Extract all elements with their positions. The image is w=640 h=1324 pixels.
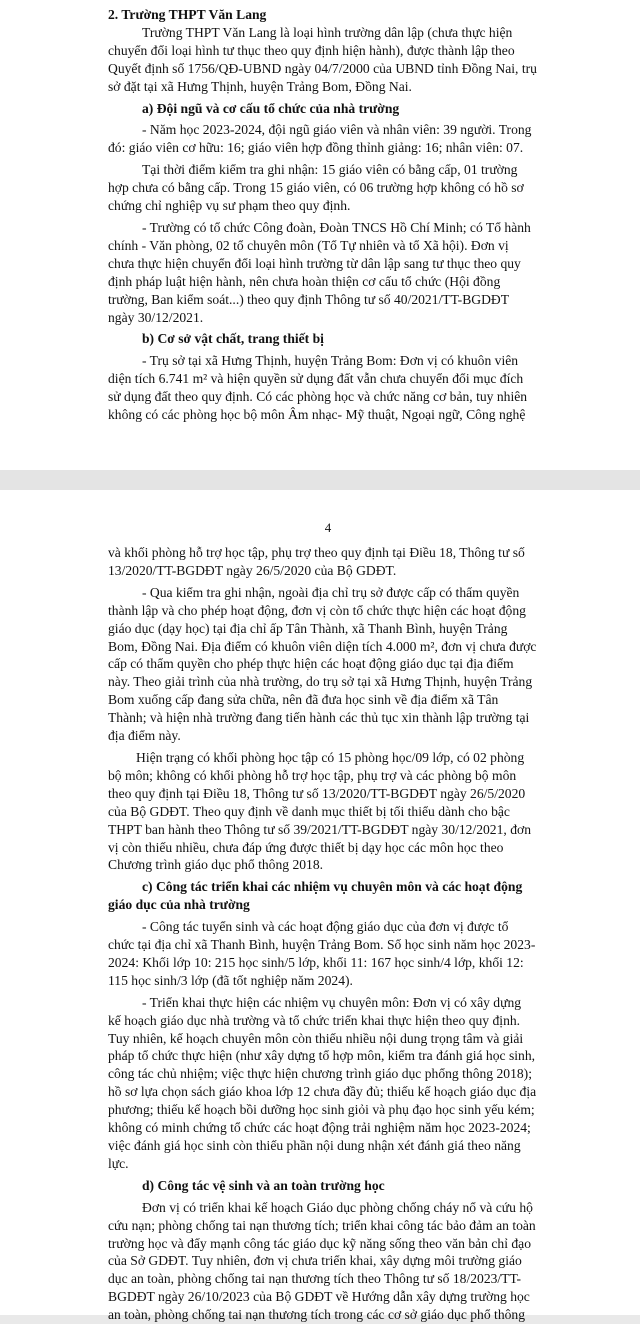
text-line: của Bộ GDĐT. Theo quy định về danh mục thiết bị tối thiểu dành cho bậc [108,803,510,819]
text-line: chính - Văn phòng, 02 tổ chuyên môn (Tổ Tự nhiên và tổ Xã hội). Đơn vị [108,237,509,253]
text-line: hợp chưa có bằng cấp. Trong 15 giáo viên, có 06 trường hợp không có hồ sơ [108,180,524,196]
subsection-heading: giáo dục của nhà trường [108,897,250,913]
text-line: Thành; và hiện nhà trường đang tiến hành các thủ tục xin thành lập trường tại [108,710,530,726]
text-line: chức tại địa chỉ xã Thanh Bình, huyện Trảng Bom. Số học sinh năm học 2023- [108,937,536,953]
text-line: Chương trình giáo dục phổ thông 2018. [108,857,324,873]
text-line: ngày 30/12/2021. [108,309,204,325]
text-line: 13/2020/TT-BGDĐT ngày 26/5/2020 của Bộ GDĐT. [108,562,397,578]
text-line: diện tích 6.741 m² và hiện quyền sử dụng đất vẫn chưa chuyển đổi mục đích [108,371,524,387]
text-line: chuyển đổi loại hình tư thục theo quy định hiện hành), được thành lập theo [108,42,515,58]
text-line: này. Theo giải trình của nhà trường, do trụ sở tại xã Hưng Thịnh, huyện Trảng [108,674,533,690]
text-line: dục an toàn, phòng chống tai nạn thương tích theo Thông tư số 18/2023/TT- [108,1271,522,1287]
text-line: trường, Ban kiểm soát...) theo quy định Thông tư số 40/2021/TT-BGDĐT [108,291,510,307]
text-line: kế hoạch giáo dục nhà trường và tổ chức triển khai thực hiện theo quy định. [108,1012,521,1028]
text-line: Hiện trạng có khối phòng học tập có 15 phòng học/09 lớp, có 02 phòng [136,749,525,765]
text-line: cứu nạn; phòng chống tai nạn thương tích; triển khai công tác bảo đảm an toàn [108,1217,536,1233]
text-line: giáo dục (dạy học) tại địa chỉ ấp Tân Thành, xã Thanh Bình, huyện Trảng [108,620,508,636]
text-line: chứng chỉ nghiệp vụ sư phạm theo quy định. [108,198,351,214]
text-line: - Qua kiểm tra ghi nhận, ngoài địa chỉ trụ sở được cấp có thẩm quyền [142,584,520,600]
section-heading: 2. Trường THPT Văn Lang [108,7,267,22]
text-line: Bom, Đồng Nai. Địa điểm có khuôn viên diện tích 4.000 m², đơn vị chưa được [108,638,537,654]
text-line: - Công tác tuyển sinh và các hoạt động giáo dục của đơn vị được tổ [142,919,509,935]
text-line: không có minh chứng tổ chức các hoạt động trải nghiệm năm học 2023-2024; [108,1120,531,1136]
text-line: sở đặt tại xã Hưng Thịnh, huyện Trảng Bom, Đồng Nai. [108,78,412,94]
text-line: vị còn thiếu nhiều, chưa đáp ứng được thiết bị dạy học các môn học theo [108,839,504,855]
text-line: Quyết định số 1756/QĐ-UBND ngày 04/7/2000 của UBND tỉnh Đồng Nai, trụ [108,60,537,76]
text-line: đó: giáo viên cơ hữu: 16; giáo viên hợp đồng thỉnh giảng: 16; nhân viên: 07. [108,140,524,156]
text-line: việc đánh giá học sinh còn thiếu phần nội dung nhận xét đánh giá theo năng [108,1138,521,1153]
text-line: Bom xuống cấp đang sửa chữa, nên đã đưa học sinh về địa điểm xã Tân [108,692,499,708]
text-line: bộ môn; không có khối phòng hỗ trợ học tập, phụ trợ và các phòng bộ môn [108,767,517,783]
text-line: pháp tổ chức thực hiện (như xây dựng tổ hợp môn, kiểm tra đánh giá học sinh, [108,1048,536,1064]
text-line: và khối phòng hỗ trợ học tập, phụ trợ theo quy định tại Điều 18, Thông tư số [108,545,525,560]
text-line: - Năm học 2023-2024, đội ngũ giáo viên và nhân viên: 39 người. Trong [142,122,532,138]
text-line: phương; thiếu kế hoạch bồi dưỡng học sinh giỏi và phụ đạo học sinh yếu kém; [108,1102,535,1118]
text-line: sử dụng đất theo quy định. Có các phòng học và chức năng cơ bản, tuy nhiên [108,389,528,405]
text-line: thành lập và cho phép hoạt động, đơn vị còn tổ chức thực hiện các hoạt động [108,602,526,618]
text-line: an toàn, phòng chống tai nạn thương tích trong các cơ sở giáo dục phổ thông [108,1307,526,1323]
document-page-1 [0,0,640,470]
text-line: lực. [108,1155,129,1171]
text-line: BGDĐT ngày 26/10/2023 của Bộ GDĐT về Hướng dẫn xây dựng trường học [108,1289,530,1305]
text-line: công tác chủ nhiệm; việc thực hiện chương trình giáo dục phổng thông 2018); [108,1066,532,1082]
text-line: cấp có thẩm quyền cho phép thực hiện các hoạt động giáo dục tại địa điểm [108,656,514,672]
text-line: 2024: Khối lớp 10: 215 học sinh/5 lớp, khối 11: 167 học sinh/4 lớp, khối 12: [108,954,524,970]
text-line: Tại thời điểm kiểm tra ghi nhận: 15 giáo viên có bằng cấp, 01 trường [142,162,518,178]
text-line: - Trụ sở tại xã Hưng Thịnh, huyện Trảng Bom: Đơn vị có khuôn viên [142,353,519,369]
text-line: THPT ban hành theo Thông tư số 39/2021/TT-BGDĐT ngày 30/12/2021, đơn [108,821,531,837]
document-page-2 [0,490,640,1323]
text-line: - Trường có tổ chức Công đoàn, Đoàn TNCS Hồ Chí Minh; có Tổ hành [142,219,531,235]
text-line: của Sở GDĐT. Tuy nhiên, đơn vị chưa triển khai, xây dựng môi trường giáo [108,1253,522,1269]
text-line: Tuy nhiên, kế hoạch chuyên môn còn thiếu nhiều nội dung trọng tâm và giải [108,1030,524,1046]
subsection-heading: c) Công tác triển khai các nhiệm vụ chuyên môn và các hoạt động [142,879,523,895]
text-line: theo quy định tại Điều 18, Thông tư số 13/2020/TT-BGDĐT ngày 26/5/2020 [108,785,526,801]
text-line: 115 học sinh/3 lớp (đã tốt nghiệp năm 2024). [108,972,353,988]
text-line: - Triển khai thực hiện các nhiệm vụ chuyên môn: Đơn vị có xây dựng [142,994,522,1010]
text-line: Đơn vị có triển khai kế hoạch Giáo dục phòng chống cháy nổ và cứu hộ [142,1199,533,1215]
subsection-heading: b) Cơ sở vật chất, trang thiết bị [142,331,324,347]
subsection-heading: a) Đội ngũ và cơ cấu tổ chức của nhà trường [142,100,400,116]
text-line: trường học và đẩy mạnh công tác giáo dục kỹ năng sống theo văn bản chỉ đạo [108,1235,532,1251]
text-line: địa điểm này. [108,728,181,744]
subsection-heading: d) Công tác vệ sinh và an toàn trường học [142,1177,385,1193]
text-line: Trường THPT Văn Lang là loại hình trường dân lập (chưa thực hiện [142,24,513,40]
page-separator [0,470,640,490]
page-number: 4 [324,520,332,535]
text-line: chưa thực hiện chuyển đổi loại hình trường từ dân lập sang tư thục theo quy [108,255,521,271]
text-line: hồ sơ lựa chọn sách giáo khoa lớp 12 chưa đầy đủ; thiếu kế hoạch giáo dục địa [108,1084,537,1100]
text-line: định pháp luật hiện hành, nên chưa hoàn thiện cơ cấu tổ chức (Hội đồng [108,273,501,289]
text-line: không có các phòng học bộ môn Âm nhạc- Mỹ thuật, Ngoại ngữ, Công nghệ [108,407,526,423]
